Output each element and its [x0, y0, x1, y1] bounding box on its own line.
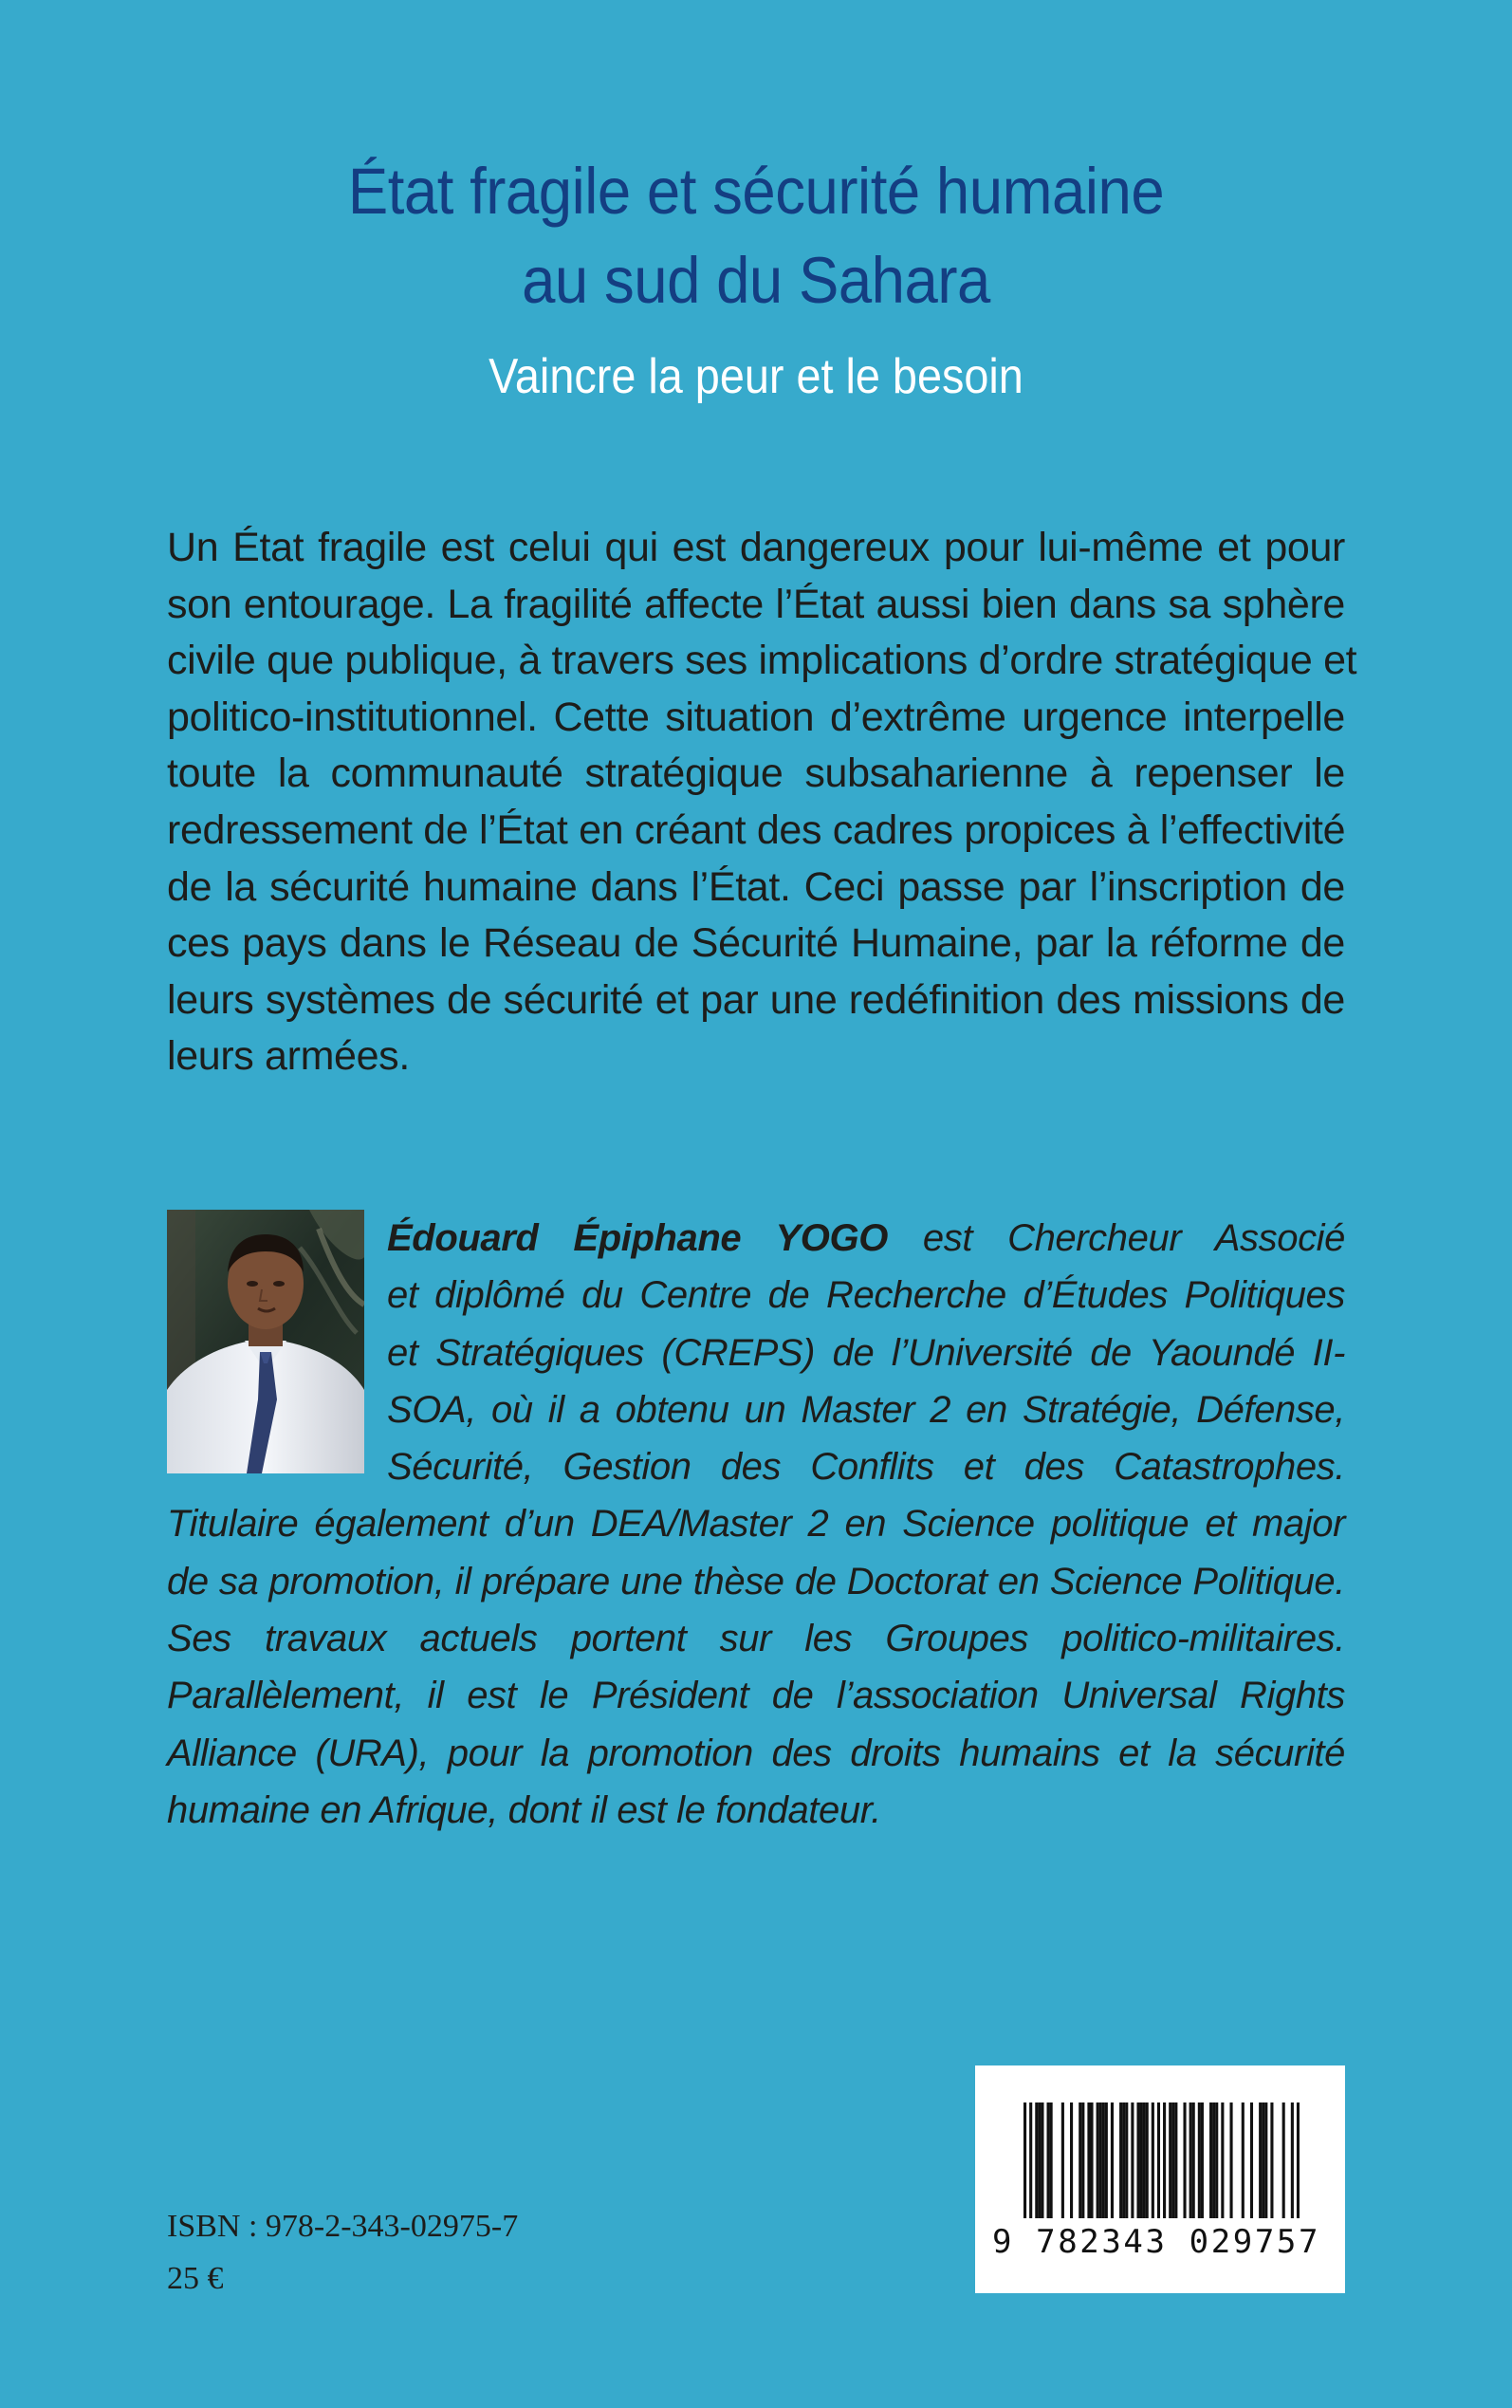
barcode-bar: [1171, 2102, 1174, 2218]
book-summary: [167, 520, 1357, 1085]
barcode-bar: [1041, 2102, 1043, 2218]
price-text: 25 €: [167, 2261, 224, 2296]
barcode-bar: [1099, 2102, 1102, 2218]
bio-line: SOA, où il a obtenu un Master 2 en Stratégie, Défense,: [387, 1388, 1345, 1431]
barcode-bar: [1198, 2102, 1201, 2218]
barcode-bar: [1081, 2102, 1084, 2218]
bio-line: Sécurité, Gestion des Conflits et des Catastrophes.: [387, 1446, 1345, 1489]
barcode-bar: [1259, 2102, 1262, 2218]
barcode-bar: [1270, 2102, 1273, 2218]
barcode-bar: [1087, 2102, 1090, 2218]
barcode-bar: [1215, 2102, 1218, 2218]
barcode-bar: [1169, 2102, 1171, 2218]
barcode-bar: [1264, 2102, 1267, 2218]
barcode-bar: [1163, 2102, 1166, 2218]
barcode-bar: [1250, 2102, 1253, 2218]
bio-line: humaine en Afrique, dont il est le fondateur.: [167, 1788, 881, 1831]
barcode-bar: [1140, 2102, 1143, 2218]
bio-line: Ses travaux actuels portent sur les Groupes politico-militaires.: [167, 1618, 1345, 1660]
book-title: [192, 147, 1320, 325]
barcode-bar: [1229, 2102, 1232, 2218]
barcode-bar: [1174, 2102, 1177, 2218]
barcode-bar: [1212, 2102, 1215, 2218]
barcode-bar: [1050, 2102, 1053, 2218]
barcode-bar: [1157, 2102, 1160, 2218]
barcode-bar: [1242, 2102, 1245, 2218]
barcode-bar: [1079, 2102, 1081, 2218]
barcode-bar: [1297, 2102, 1300, 2218]
bio-line: [387, 1210, 1345, 1267]
barcode-bar: [1262, 2102, 1264, 2218]
barcode-bar: [1047, 2102, 1050, 2218]
barcode-bar: [1097, 2102, 1099, 2218]
summary-line: ces pays dans le Réseau de Sécurité Humaine, par la réforme de: [167, 920, 1345, 967]
barcode-bar: [1111, 2102, 1114, 2218]
summary-line: civile que publique, à travers ses implications d’ordre stratégique et: [167, 638, 1357, 684]
bio-line: Titulaire également d’un DEA/Master 2 en Science politique et major: [167, 1503, 1345, 1546]
bio-line: de sa promotion, il prépare une thèse de Doctorat en Science Politique.: [167, 1560, 1345, 1602]
barcode-bar: [1136, 2102, 1139, 2218]
author-bio: [167, 1210, 1345, 1839]
barcode-bar: [1221, 2102, 1224, 2218]
bio-line-1-text: est Chercheur Associé: [887, 1217, 1346, 1259]
barcode-bar: [1152, 2102, 1154, 2218]
barcode-bar: [1090, 2102, 1093, 2218]
summary-line: leurs armées.: [167, 1033, 410, 1080]
barcode-bar: [1070, 2102, 1073, 2218]
author-name: Édouard Épiphane YOGO: [387, 1217, 888, 1259]
bio-line: Alliance (URA), pour la promotion des droits humains et la sécurité: [167, 1732, 1345, 1774]
barcode-bar: [1122, 2102, 1125, 2218]
barcode-bar: [1023, 2102, 1026, 2218]
barcode-bars: [1023, 2102, 1300, 2218]
barcode-bar: [1209, 2102, 1212, 2218]
bio-line: Parallèlement, il est le Président de l’association Universal Rights: [167, 1675, 1345, 1717]
summary-line: Un État fragile est celui qui est dangereux pour lui-même et pour: [167, 525, 1345, 570]
book-title-line-1: État fragile et sécurité humaine: [347, 155, 1165, 228]
barcode-bar: [1183, 2102, 1186, 2218]
summary-line: politico-institutionnel. Cette situation d’extrême urgence interpelle: [167, 694, 1345, 740]
barcode-bar: [1125, 2102, 1128, 2218]
barcode-bar: [1189, 2102, 1192, 2218]
summary-line: son entourage. La fragilité affecte l’État aussi bien dans sa sphère: [167, 581, 1345, 627]
summary-line: de la sécurité humaine dans l’État. Ceci passe par l’inscription de: [167, 863, 1345, 910]
barcode-bar: [1105, 2102, 1108, 2218]
bio-line: et Stratégiques (CREPS) de l’Université de Yaoundé II-: [387, 1331, 1345, 1374]
barcode-bar: [1282, 2102, 1285, 2218]
barcode-digits: 9 782343 029757: [992, 2223, 1321, 2261]
barcode-bar: [1029, 2102, 1032, 2218]
barcode-bar: [1131, 2102, 1134, 2218]
barcode-bar: [1143, 2102, 1146, 2218]
barcode-bar: [1102, 2102, 1105, 2218]
barcode-bar: [1192, 2102, 1195, 2218]
summary-line: toute la communauté stratégique subsaharienne à repenser le: [167, 750, 1345, 797]
isbn-text: ISBN : 978-2-343-02975-7: [167, 2209, 519, 2244]
summary-line: redressement de l’État en créant des cadres propices à l’effectivité: [167, 806, 1346, 853]
summary-line: leurs systèmes de sécurité et par une redéfinition des missions de: [167, 976, 1345, 1023]
barcode-bar: [1291, 2102, 1294, 2218]
barcode-bar: [1038, 2102, 1041, 2218]
bio-line: et diplômé du Centre de Recherche d’Études Politiques: [387, 1274, 1345, 1317]
book-title-line-2: au sud du Sahara: [522, 244, 990, 317]
barcode: [975, 2065, 1345, 2293]
barcode-bar: [1119, 2102, 1122, 2218]
barcode-bar: [1146, 2102, 1149, 2218]
barcode-bar: [1035, 2102, 1038, 2218]
barcode-bar: [1201, 2102, 1204, 2218]
barcode-bar: [1061, 2102, 1064, 2218]
book-subtitle: Vaincre la peur et le besoin: [489, 349, 1023, 404]
